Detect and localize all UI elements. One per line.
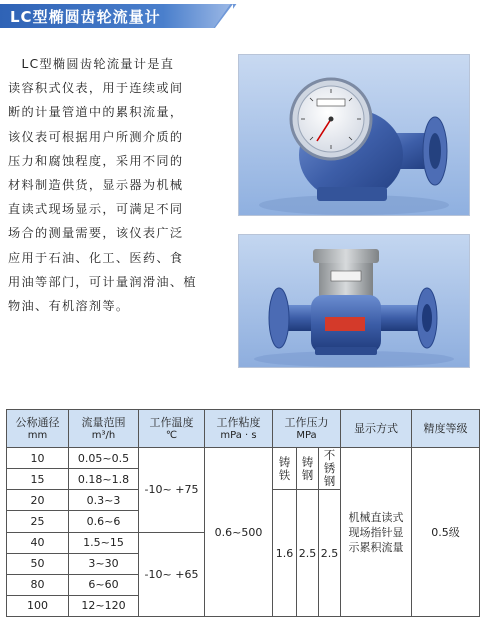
header-unit: ℃ — [165, 429, 178, 441]
cell-material-cast-iron — [273, 448, 297, 490]
header-label: 流量范围 — [81, 415, 126, 429]
header-label: 显示方式 — [354, 422, 398, 436]
header-label: 工作压力 — [284, 415, 329, 429]
intro-line: 压力和腐蚀程度，采用不同的 — [8, 153, 184, 168]
flowmeter-front-illustration — [239, 55, 469, 215]
cell-diameter: 50 — [7, 553, 69, 574]
spec-table — [6, 409, 480, 617]
header-label: 工作温度 — [149, 415, 194, 429]
header-flow-range — [69, 410, 139, 448]
cell-material-cast-steel — [297, 448, 319, 490]
cell-temperature-1: -10~ +75 — [139, 448, 205, 532]
intro-line: 读容积式仪表，用于连续或间 — [8, 81, 184, 96]
cell-flow-range: 0.3~3 — [69, 490, 139, 511]
intro-line: 用油等部门，可计量润滑油、植 — [8, 274, 197, 289]
material-label: 不锈钢 — [323, 448, 336, 489]
header-label: 公称通径 — [15, 415, 60, 429]
header-unit: mPa · s — [220, 429, 257, 441]
cell-pressure-stainless: 2.5 — [319, 490, 341, 617]
flowmeter-photo-side — [238, 234, 470, 368]
header-unit: m³/h — [91, 429, 116, 441]
cell-flow-range: 6~60 — [69, 574, 139, 595]
cell-viscosity: 0.6~500 — [205, 448, 273, 617]
header-accuracy-class — [412, 410, 480, 448]
flowmeter-photo-front — [238, 54, 470, 216]
cell-flow-range: 0.05~0.5 — [69, 448, 139, 469]
cell-accuracy: 0.5级 — [412, 448, 480, 617]
intro-line: 场合的测量需要，该仪表广泛 — [8, 226, 184, 241]
intro-line: 断的计量管道中的累积流量， — [8, 105, 184, 120]
cell-pressure-cast-iron: 1.6 — [273, 490, 297, 617]
flowmeter-side-illustration — [239, 235, 469, 367]
title-bar — [0, 4, 233, 28]
cell-diameter: 80 — [7, 574, 69, 595]
material-label: 铸钢 — [301, 454, 314, 482]
display-line: 示累积流量 — [348, 540, 404, 554]
header-label: 工作粘度 — [216, 415, 261, 429]
header-working-temperature — [139, 410, 205, 448]
header-label: 精度等级 — [423, 422, 468, 436]
cell-flow-range: 1.5~15 — [69, 532, 139, 553]
intro-line: 该仪表可根据用户所测介质的 — [8, 129, 184, 144]
page-title: LC型椭圆齿轮流量计 — [10, 8, 161, 26]
cell-pressure-cast-steel: 2.5 — [297, 490, 319, 617]
cell-temperature-2: -10~ +65 — [139, 532, 205, 616]
intro-line: 直读式现场显示，可满足不同 — [8, 202, 184, 217]
header-display-mode — [341, 410, 412, 448]
cell-material-stainless — [319, 448, 341, 490]
cell-display-mode — [341, 448, 412, 617]
material-label: 铸铁 — [278, 454, 291, 482]
header-unit: mm — [27, 429, 48, 441]
cell-diameter: 15 — [7, 469, 69, 490]
cell-diameter: 20 — [7, 490, 69, 511]
cell-flow-range: 0.6~6 — [69, 511, 139, 532]
display-line: 机械直读式 — [348, 510, 404, 524]
display-line: 现场指针显 — [348, 525, 404, 539]
header-nominal-diameter — [7, 410, 69, 448]
intro-line: 物油、有机溶剂等。 — [8, 299, 130, 314]
intro-paragraph — [8, 52, 220, 318]
intro-line: 应用于石油、化工、医药、食 — [8, 250, 184, 265]
intro-line: 材料制造供货，显示器为机械 — [8, 178, 184, 193]
header-working-pressure — [273, 410, 341, 448]
cell-diameter: 25 — [7, 511, 69, 532]
cell-flow-range: 12~120 — [69, 595, 139, 616]
cell-flow-range: 0.18~1.8 — [69, 469, 139, 490]
cell-diameter: 40 — [7, 532, 69, 553]
cell-diameter: 100 — [7, 595, 69, 616]
intro-line: LC型椭圆齿轮流量计是直 — [8, 57, 175, 71]
cell-diameter: 10 — [7, 448, 69, 469]
cell-flow-range: 3~30 — [69, 553, 139, 574]
header-unit: MPa — [296, 429, 317, 441]
header-working-viscosity — [205, 410, 273, 448]
